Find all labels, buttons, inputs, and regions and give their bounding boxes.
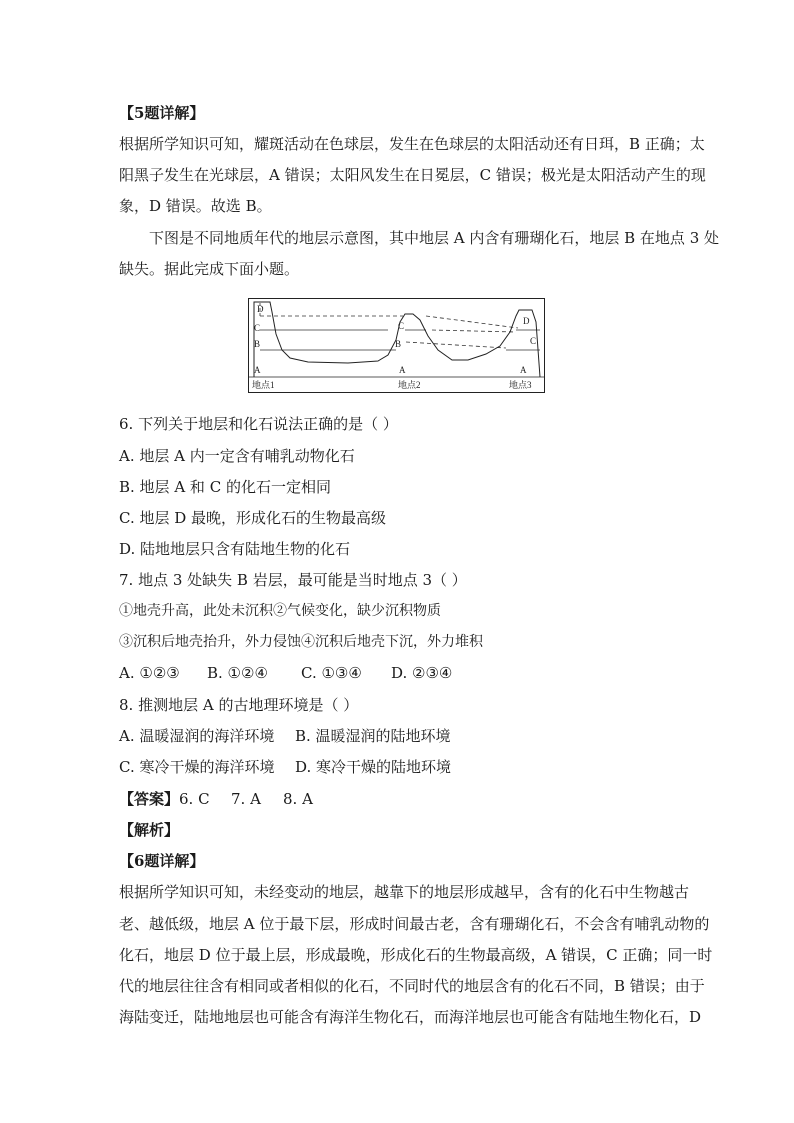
q7-option-a: A. ①②③	[119, 664, 180, 682]
q6-option-c: C. 地层 D 最晚，形成化石的生物最高级	[119, 509, 387, 527]
q6-option-a: A. 地层 A 内一定含有哺乳动物化石	[119, 447, 355, 465]
strata-diagram	[248, 298, 545, 393]
q8-options-row2	[119, 757, 679, 777]
label-c-site3: C	[530, 336, 537, 346]
section5-line-2: 阳黑子发生在光球层，A 错误；太阳风发生在日冕层，C 错误；极光是太阳活动产生的现	[119, 166, 706, 184]
section5-line-3: 象，D 错误。故选 B。	[119, 197, 272, 215]
label-d-site3: D	[523, 316, 530, 326]
section6-line-5: 海陆变迁，陆地地层也可能含有海洋生物化石，而海洋地层也可能含有陆地生物化石，D	[119, 1008, 702, 1026]
q7-item-1: ①地壳升高，此处未沉积②气候变化，缺少沉积物质	[119, 603, 441, 619]
q6-option-b: B. 地层 A 和 C 的化石一定相同	[119, 478, 331, 496]
section6-line-3: 化石，地层 D 位于最上层，形成最晚，形成化石的生物最高级，A 错误，C 正确；同一时	[119, 946, 713, 964]
analysis-heading: 【解析】	[119, 821, 180, 839]
label-c-site1: C	[254, 323, 261, 333]
intro-line-2: 缺失。据此完成下面小题。	[119, 260, 300, 278]
answer-line	[119, 789, 679, 809]
site-label-2: 地点2	[398, 380, 421, 390]
q6-stem: 6. 下列关于地层和化石说法正确的是（ ）	[119, 415, 398, 433]
section6-heading: 【6题详解】	[119, 852, 205, 870]
q7-options	[119, 663, 679, 683]
answer-label: 【答案】	[119, 790, 180, 808]
q7-option-b: B. ①②④	[207, 664, 268, 682]
section6-line-2: 老、越低级，地层 A 位于最下层，形成时间最古老，含有珊瑚化石，不会含有哺乳动物的	[119, 915, 710, 933]
q8-option-b: B. 温暖湿润的陆地环境	[295, 727, 451, 745]
section5-heading: 【5题详解】	[119, 104, 205, 122]
label-b-site1: B	[254, 339, 261, 349]
site-label-1: 地点1	[252, 380, 275, 390]
q7-option-c: C. ①③④	[301, 664, 362, 682]
label-d-site1: D	[257, 304, 264, 314]
section6-line-4: 代的地层往往含有相同或者相似的化石，不同时代的地层含有的化石不同，B 错误；由于	[119, 977, 705, 995]
answer-6: 6. C	[179, 790, 210, 808]
q8-options-row1	[119, 726, 679, 746]
intro-line-1: 下图是不同地质年代的地层示意图，其中地层 A 内含有珊瑚化石，地层 B 在地点 3 处	[149, 229, 720, 247]
q8-option-a: A. 温暖湿润的海洋环境	[119, 727, 275, 745]
q7-item-2: ③沉积后地壳抬升，外力侵蚀④沉积后地壳下沉，外力堆积	[119, 634, 483, 650]
label-a-site3: A	[520, 365, 527, 375]
q6-option-d: D. 陆地地层只含有陆地生物的化石	[119, 540, 351, 558]
q7-stem: 7. 地点 3 处缺失 B 岩层，最可能是当时地点 3（ ）	[119, 571, 467, 589]
answer-8: 8. A	[283, 790, 313, 808]
section6-line-1: 根据所学知识可知，未经变动的地层，越靠下的地层形成越早，含有的化石中生物越古	[119, 883, 690, 901]
label-a-site1: A	[254, 365, 261, 375]
section5-line-1: 根据所学知识可知，耀斑活动在色球层，发生在色球层的太阳活动还有日珥，B 正确；太	[119, 135, 705, 153]
site-label-3: 地点3	[509, 380, 532, 390]
label-c-site2: C	[398, 321, 405, 331]
label-b-site2: B	[395, 339, 402, 349]
q8-option-c: C. 寒冷干燥的海洋环境	[119, 758, 275, 776]
q7-option-d: D. ②③④	[391, 664, 453, 682]
label-a-site2: A	[399, 365, 406, 375]
q8-option-d: D. 寒冷干燥的陆地环境	[295, 758, 452, 776]
q8-stem: 8. 推测地层 A 的古地理环境是（ ）	[119, 696, 359, 714]
answer-7: 7. A	[231, 790, 261, 808]
